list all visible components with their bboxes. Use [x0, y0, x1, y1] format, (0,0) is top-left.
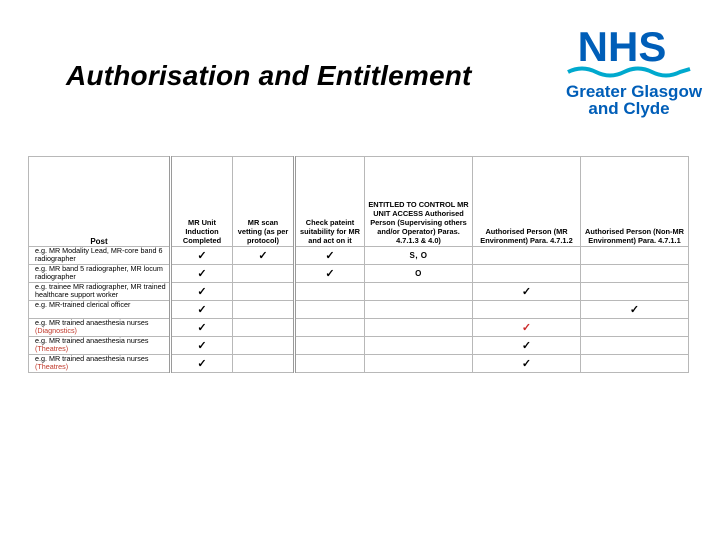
check-icon: ✓	[197, 322, 207, 334]
entitlement-cell	[473, 301, 581, 319]
entitlement-cell	[473, 265, 581, 283]
post-cell	[29, 265, 171, 283]
access-code: S, O	[409, 251, 428, 260]
entitlement-cell	[233, 283, 295, 301]
entitlement-cell	[171, 301, 233, 319]
entitlement-cell	[295, 337, 365, 355]
entitlement-cell	[295, 301, 365, 319]
authorisation-table	[28, 156, 689, 373]
header-post: Post	[29, 157, 171, 247]
entitlement-cell	[473, 337, 581, 355]
check-icon: ✓	[197, 286, 207, 298]
check-icon: ✓	[197, 358, 207, 370]
entitlement-cell	[365, 265, 473, 283]
check-icon: ✓	[325, 268, 335, 280]
slide-title: Authorisation and Entitlement	[66, 60, 472, 91]
entitlement-cell	[365, 283, 473, 301]
post-name: e.g. MR trained anaesthesia nurses	[35, 336, 149, 345]
check-icon: ✓	[521, 358, 532, 370]
entitlement-cell	[233, 337, 295, 355]
check-icon: ✓	[197, 268, 207, 280]
post-name: e.g. MR-trained clerical officer	[35, 300, 131, 309]
post-name: e.g. trainee MR radiographer, MR trained healthcare support worker	[35, 282, 166, 300]
entitlement-cell	[233, 319, 295, 337]
header-vetting: MR scan vetting (as per protocol)	[233, 157, 295, 247]
table-row	[29, 337, 689, 355]
table-row	[29, 265, 689, 283]
post-name: e.g. MR band 5 radiographer, MR locum radiographer	[35, 264, 163, 282]
entitlement-cell	[171, 247, 233, 265]
header-suitability: Check pateint suitability for MR and act on it	[295, 157, 365, 247]
entitlement-cell	[365, 337, 473, 355]
logo-line1: Greater Glasgow	[566, 82, 703, 101]
nhs-mark: NHS	[577, 23, 667, 70]
entitlement-cell	[295, 265, 365, 283]
entitlement-cell	[365, 319, 473, 337]
post-location: (Diagnostics)	[35, 326, 77, 336]
entitlement-cell	[581, 283, 689, 301]
entitlement-cell	[473, 247, 581, 265]
post-cell	[29, 283, 171, 301]
check-icon: ✓	[197, 250, 207, 262]
entitlement-cell	[295, 283, 365, 301]
table-header-row	[29, 157, 689, 247]
table-row	[29, 319, 689, 337]
access-code: O	[415, 269, 422, 278]
entitlement-cell	[473, 283, 581, 301]
logo-line2: and Clyde	[588, 99, 670, 118]
check-icon: ✓	[629, 304, 640, 316]
post-location: (Theatres)	[35, 344, 69, 354]
entitlement-cell	[295, 247, 365, 265]
post-cell	[29, 319, 171, 337]
check-icon: ✓	[521, 286, 532, 298]
table-row	[29, 355, 689, 373]
post-location: (Theatres)	[35, 362, 69, 372]
post-cell	[29, 355, 171, 373]
entitlement-cell	[581, 265, 689, 283]
check-icon: ✓	[521, 322, 532, 334]
entitlement-cell	[171, 355, 233, 373]
table-row	[29, 247, 689, 265]
entitlement-cell	[365, 301, 473, 319]
check-icon: ✓	[521, 340, 532, 352]
check-icon: ✓	[197, 340, 207, 352]
header-ap-mr: Authorised Person (MR Environment) Para. 4.7.1.2	[473, 157, 581, 247]
entitlement-cell	[233, 355, 295, 373]
post-cell	[29, 247, 171, 265]
entitlement-cell	[295, 319, 365, 337]
post-cell	[29, 301, 171, 319]
header-induction: MR Unit Induction Completed	[171, 157, 233, 247]
entitlement-cell	[581, 337, 689, 355]
entitlement-cell	[171, 283, 233, 301]
entitlement-cell	[473, 319, 581, 337]
post-cell	[29, 337, 171, 355]
nhs-logo	[566, 22, 703, 120]
table-row	[29, 283, 689, 301]
header-control-access: ENTITLED TO CONTROL MR UNIT ACCESS Authorised Person (Supervising others and/or Operator) Paras. 4.7.1.3 & 4.0)	[365, 157, 473, 247]
check-icon: ✓	[197, 304, 207, 316]
entitlement-cell	[365, 355, 473, 373]
entitlement-cell	[233, 247, 295, 265]
entitlement-cell	[581, 355, 689, 373]
entitlement-cell	[365, 247, 473, 265]
table-row	[29, 301, 689, 319]
entitlement-cell	[233, 301, 295, 319]
post-name: e.g. MR Modality Lead, MR-core band 6 radiographer	[35, 246, 163, 264]
entitlement-cell	[473, 355, 581, 373]
nhs-wave-icon	[566, 22, 692, 84]
header-ap-non-mr: Authorised Person (Non-MR Environment) Para. 4.7.1.1	[581, 157, 689, 247]
entitlement-cell	[295, 355, 365, 373]
entitlement-cell	[581, 247, 689, 265]
table-body	[29, 247, 689, 373]
check-icon: ✓	[258, 250, 268, 262]
post-name: e.g. MR trained anaesthesia nurses	[35, 354, 149, 363]
entitlement-cell	[171, 319, 233, 337]
entitlement-cell	[581, 301, 689, 319]
entitlement-cell	[233, 265, 295, 283]
post-name: e.g. MR trained anaesthesia nurses	[35, 318, 149, 327]
entitlement-cell	[171, 265, 233, 283]
entitlement-cell	[171, 337, 233, 355]
entitlement-cell	[581, 319, 689, 337]
check-icon: ✓	[325, 250, 335, 262]
